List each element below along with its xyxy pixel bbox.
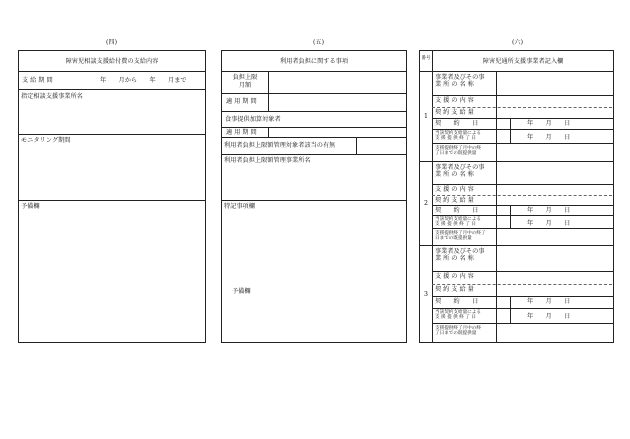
remaining-amount-label: 支援提供終了月中の終 了日までの既提供量 — [435, 146, 481, 156]
support-content-label: 支 援 の 内 容 — [435, 273, 474, 280]
burden-cap-label: 負担上限 — [232, 74, 258, 81]
remaining-amount-label: 支援提供終了月中の終了 日までの既提供量 — [435, 231, 486, 241]
support-content-label: 支 援 の 内 容 — [435, 97, 474, 104]
section-label-four: (四) — [106, 39, 118, 46]
end-date-label: 当該契約支給量による 支 援 提 供 終 了 日 — [435, 217, 481, 227]
contract-date-label: 契 約 日 — [435, 298, 479, 305]
contract-date-label: 契 約 日 — [435, 120, 479, 127]
end-date-label: 当該契約支給量による 支 援 提 供 終 了 日 — [435, 310, 481, 320]
benefit-panel-title: 障害児相談支援給付費の支給内容 — [65, 58, 159, 65]
user-burden-panel-title: 利用者負担に関する事項 — [279, 58, 349, 65]
payment-period-value: 年 月から 年 月まで — [100, 77, 187, 84]
spare-field-label-2: 予備欄 — [232, 288, 251, 295]
spare-field-label: 予備欄 — [21, 203, 40, 210]
applicable-period2-label: 適 用 期 間 — [226, 129, 257, 136]
remaining-amount-label: 支援提供終了月中の終 了日までの既提供量 — [435, 326, 481, 336]
meal-addition-label: 食事提供加算対象者 — [225, 116, 281, 123]
provider-entry-title: 障害児通所支援事業者記入欄 — [482, 58, 564, 65]
contract-amount-label: 契 約 支 給 量 — [435, 197, 474, 204]
office-name-label: 事業者及びその事 業 所 の 名 称 — [435, 248, 485, 262]
cap-management-office-label: 利用者負担上限額管理事業所名 — [224, 157, 311, 164]
end-date-value: 年 月 日 — [527, 134, 571, 141]
contract-date-value: 年 月 日 — [527, 298, 571, 305]
number-header: 番号 — [421, 56, 431, 61]
special-notes-label: 特記事項欄 — [224, 203, 255, 210]
contract-date-value: 年 月 日 — [527, 120, 571, 127]
section-label-six: (六) — [512, 39, 524, 46]
cap-management-label: 利用者負担上限額管理対象者該当の有無 — [224, 142, 336, 149]
end-date-value: 年 月 日 — [527, 220, 571, 227]
applicable-period-label: 適 用 期 間 — [226, 98, 257, 105]
end-date-label: 当該契約支給量による 支 援 提 供 終 了 日 — [435, 131, 481, 141]
contract-amount-label: 契 約 支 給 量 — [435, 286, 474, 293]
section-label-five: (五) — [313, 39, 325, 46]
support-content-label: 支 援 の 内 容 — [435, 186, 474, 193]
contract-date-label: 契 約 日 — [435, 207, 479, 214]
burden-cap-sub-label: 月額 — [238, 82, 252, 89]
provider-office-label: 指定相談支援事業所名 — [21, 93, 83, 100]
monitoring-period-label: モニタリング期間 — [21, 137, 71, 144]
office-name-label: 事業者及びその事 業 所 の 名 称 — [435, 74, 485, 88]
row-number: 1 — [424, 113, 428, 120]
contract-amount-label: 契 約 支 給 量 — [435, 109, 474, 116]
payment-period-label: 支 給 期 間 — [22, 77, 53, 84]
row-number: 2 — [424, 200, 428, 207]
office-name-label: 事業者及びその事 業 所 の 名 称 — [435, 164, 485, 178]
contract-date-value: 年 月 日 — [527, 207, 571, 214]
end-date-value: 年 月 日 — [527, 313, 571, 320]
row-number: 3 — [424, 291, 428, 298]
